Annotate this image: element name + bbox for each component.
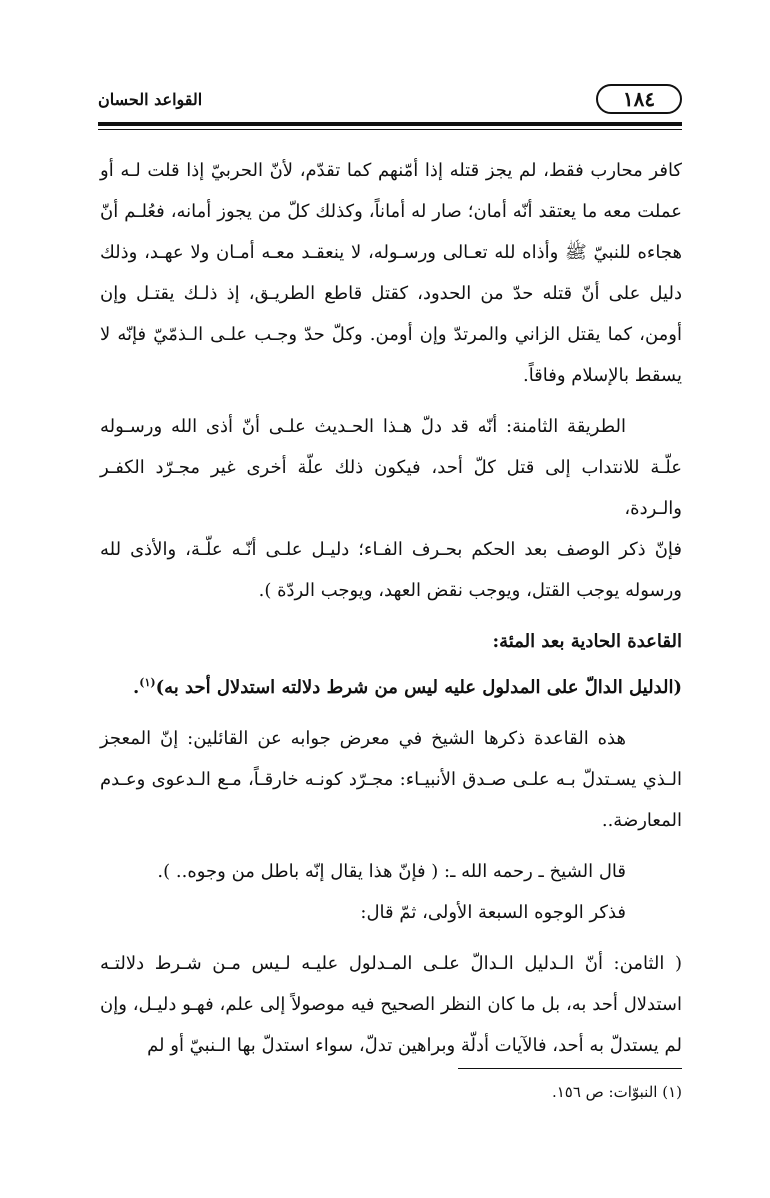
- header-rule-thick: [98, 122, 682, 126]
- running-title: القواعد الحسان: [98, 90, 203, 109]
- paragraph: فذكر الوجوه السبعة الأولى، ثمّ قال:: [360, 902, 626, 923]
- page-header: [98, 84, 682, 118]
- section-heading: القاعدة الحادية بعد المئة:: [492, 631, 682, 652]
- footnote: (١) النبوّات: ص ١٥٦.: [551, 1083, 682, 1101]
- page-number: ١٨٤: [596, 84, 682, 114]
- header-rule-thin: [98, 129, 682, 130]
- main-text: [100, 150, 682, 1066]
- end-mark: .: [132, 677, 140, 698]
- footnote-rule: [458, 1068, 682, 1069]
- rule-statement: (الدليل الدالّ على المدلول عليه ليس من شرط دلالته استدلال أحد به): [155, 677, 682, 698]
- paragraph: كافر محارب فقط، لم يجز قتله إذا أمّنهم كما تقدّم، لأنّ الحربيّ إذا قلت لـه أو عملت معه ما يعتقد أنّه أمان؛ صار له أماناً، وكذلك كلّ من يجوز أمانه، فعُلـم أنّ هجاءه للنبيّ ﷺ وأذاه لله تعـالى ورسـوله، لا ينعقـد معـه أمـان ولا عهـد، وذلك دليل على أنّ قتله حدّ من الحدود، كقتل قاطع الطريـق، إذ ذلـك يقتـل وإن أومن، كما يقتل الزاني والمرتدّ وإن أومن. وكلّ حدّ وجـب علـى الـذمّيّ فإنّه لا يسقط بالإسلام وفاقاً.: [100, 160, 682, 386]
- footnote-marker: (١): [139, 676, 156, 689]
- quote-intro: قال الشيخ ـ رحمه الله ـ: ( فإنّ هذا يقال إنّه باطل من وجوه.. ).: [157, 861, 626, 882]
- quote-paragraph: ( الثامن: أنّ الـدليل الـدالّ علـى المـدلول عليـه لـيس مـن شـرط دلالتـه استدلال أحد به، بل ما كان النظر الصحيح فيه موصولاً إلى علم، فهـو دليـل، وإن لم يستدلّ به أحد، فالآيات أدلّة وبراهين تدلّ، سواء استدلّ بها الـنبيّ أو لم: [100, 953, 682, 1056]
- paragraph: الطريقة الثامنة: أنّه قد دلّ هـذا الحـديث علـى أنّ أذى الله ورسـوله علّـة للانتداب إلى قتل كلّ أحد، فيكون ذلك علّة أخرى غير مجـرّد الكفـر والـردة،: [100, 416, 682, 519]
- paragraph: هذه القاعدة ذكرها الشيخ في معرض جوابه عن القائلين: إنّ المعجز الـذي يسـتدلّ بـه علـى صـدق الأنبيـاء: مجـرّد كونـه خارقـاً، مـع الـدعوى وعـدم المعارضة..: [100, 728, 682, 831]
- rule-statement-line: [100, 662, 682, 708]
- paragraph: فإنّ ذكر الوصف بعد الحكم بحـرف الفـاء؛ دليـل علـى أنّـه علّـة، والأذى لله ورسوله يوجب القتل، ويوجب نقض العهد، ويوجب الردّة ).: [100, 539, 682, 601]
